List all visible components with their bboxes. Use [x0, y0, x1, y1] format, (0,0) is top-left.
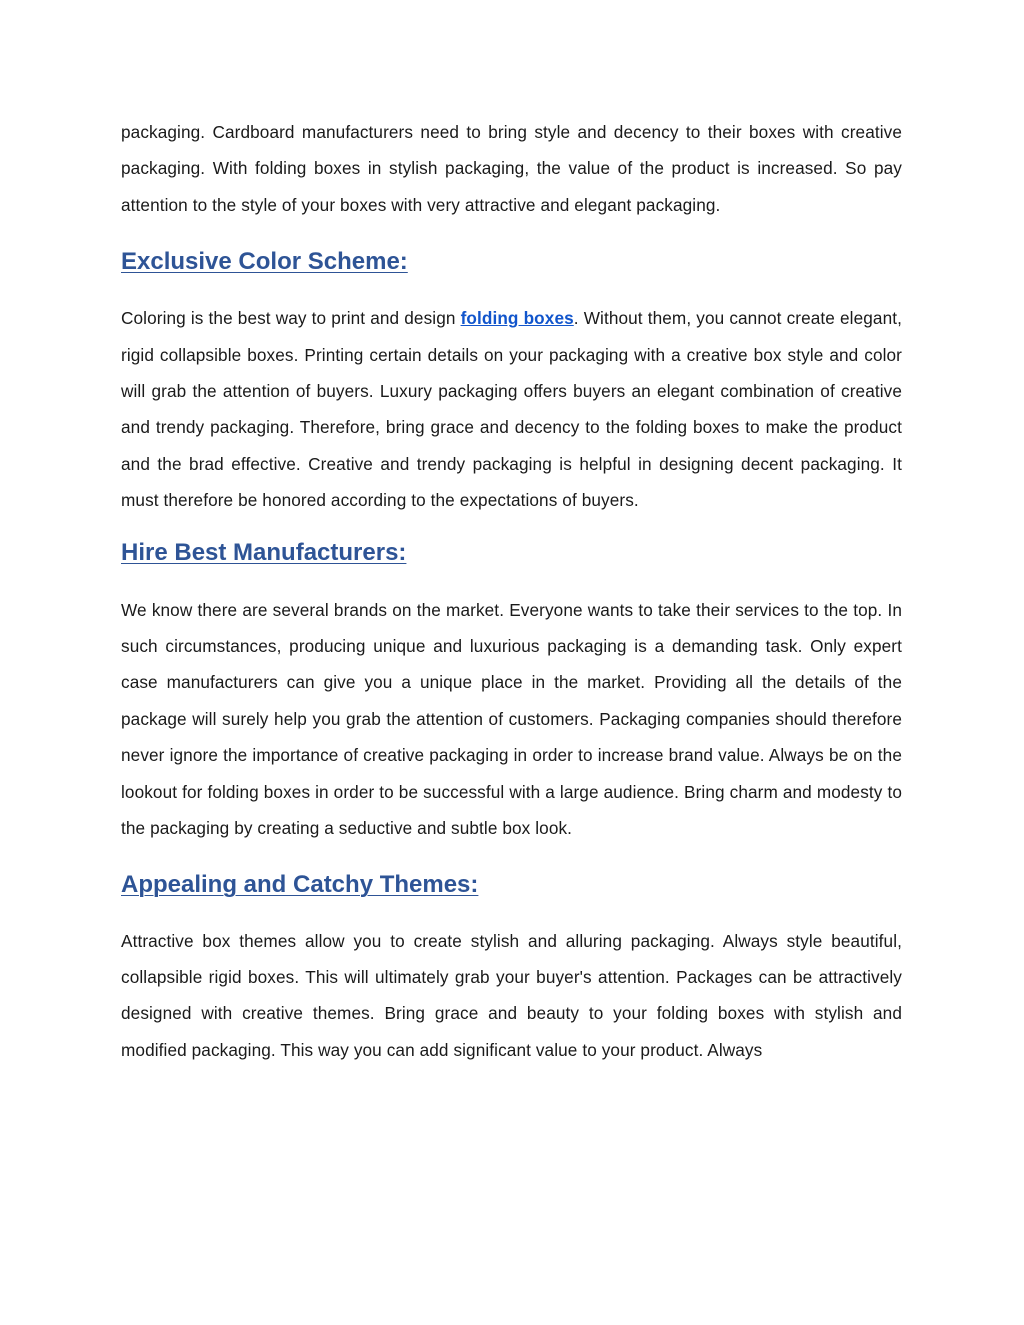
- heading-appealing-catchy-themes: Appealing and Catchy Themes:: [121, 870, 479, 898]
- color-scheme-text-after-link: . Without them, you cannot create elegant, rigid collapsible boxes. Printing certain details on your packaging with a creative box style and color will grab the attention of buyers. Luxury packaging offers buyers an elegant combination of creative and trendy packaging. Therefore, bring grace and decency to the folding boxes to make the product and the brad effective. Creative and trendy packaging is helpful in designing decent packaging. It must therefore be honored according to the expectations of buyers.: [121, 308, 902, 511]
- intro-paragraph: packaging. Cardboard manufacturers need to bring style and decency to their boxes with creative packaging. With folding boxes in stylish packaging, the value of the product is increased. So pay attention to the style of your boxes with very attractive and elegant packaging.: [121, 122, 902, 215]
- heading-exclusive-color-scheme: Exclusive Color Scheme:: [121, 248, 408, 276]
- color-scheme-paragraph: [121, 300, 902, 518]
- document-page: [121, 114, 902, 1068]
- themes-paragraph: Attractive box themes allow you to create stylish and alluring packaging. Always style beautiful, collapsible rigid boxes. This will ultimately grab your buyer's attention. Packages can be attractively designed with creative themes. Bring grace and beauty to your folding boxes with stylish and modified packaging. This way you can add significant value to your product. Always: [121, 930, 902, 1060]
- folding-boxes-link[interactable]: folding boxes: [460, 308, 574, 329]
- color-scheme-text-before-link: Coloring is the best way to print and design: [121, 308, 461, 329]
- manufacturers-paragraph: We know there are several brands on the market. Everyone wants to take their services to the top. In such circumstances, producing unique and luxurious packaging is a demanding task. Only expert case manufacturers can give you a unique place in the market. Providing all the details of the package will surely help you grab the attention of customers. Packaging companies should therefore never ignore the importance of creative packaging in order to increase brand value. Always be on the lookout for folding boxes in order to be successful with a large audience. Bring charm and modesty to the packaging by creating a seductive and subtle box look.: [121, 599, 902, 839]
- heading-hire-best-manufacturers: Hire Best Manufacturers:: [121, 538, 407, 566]
